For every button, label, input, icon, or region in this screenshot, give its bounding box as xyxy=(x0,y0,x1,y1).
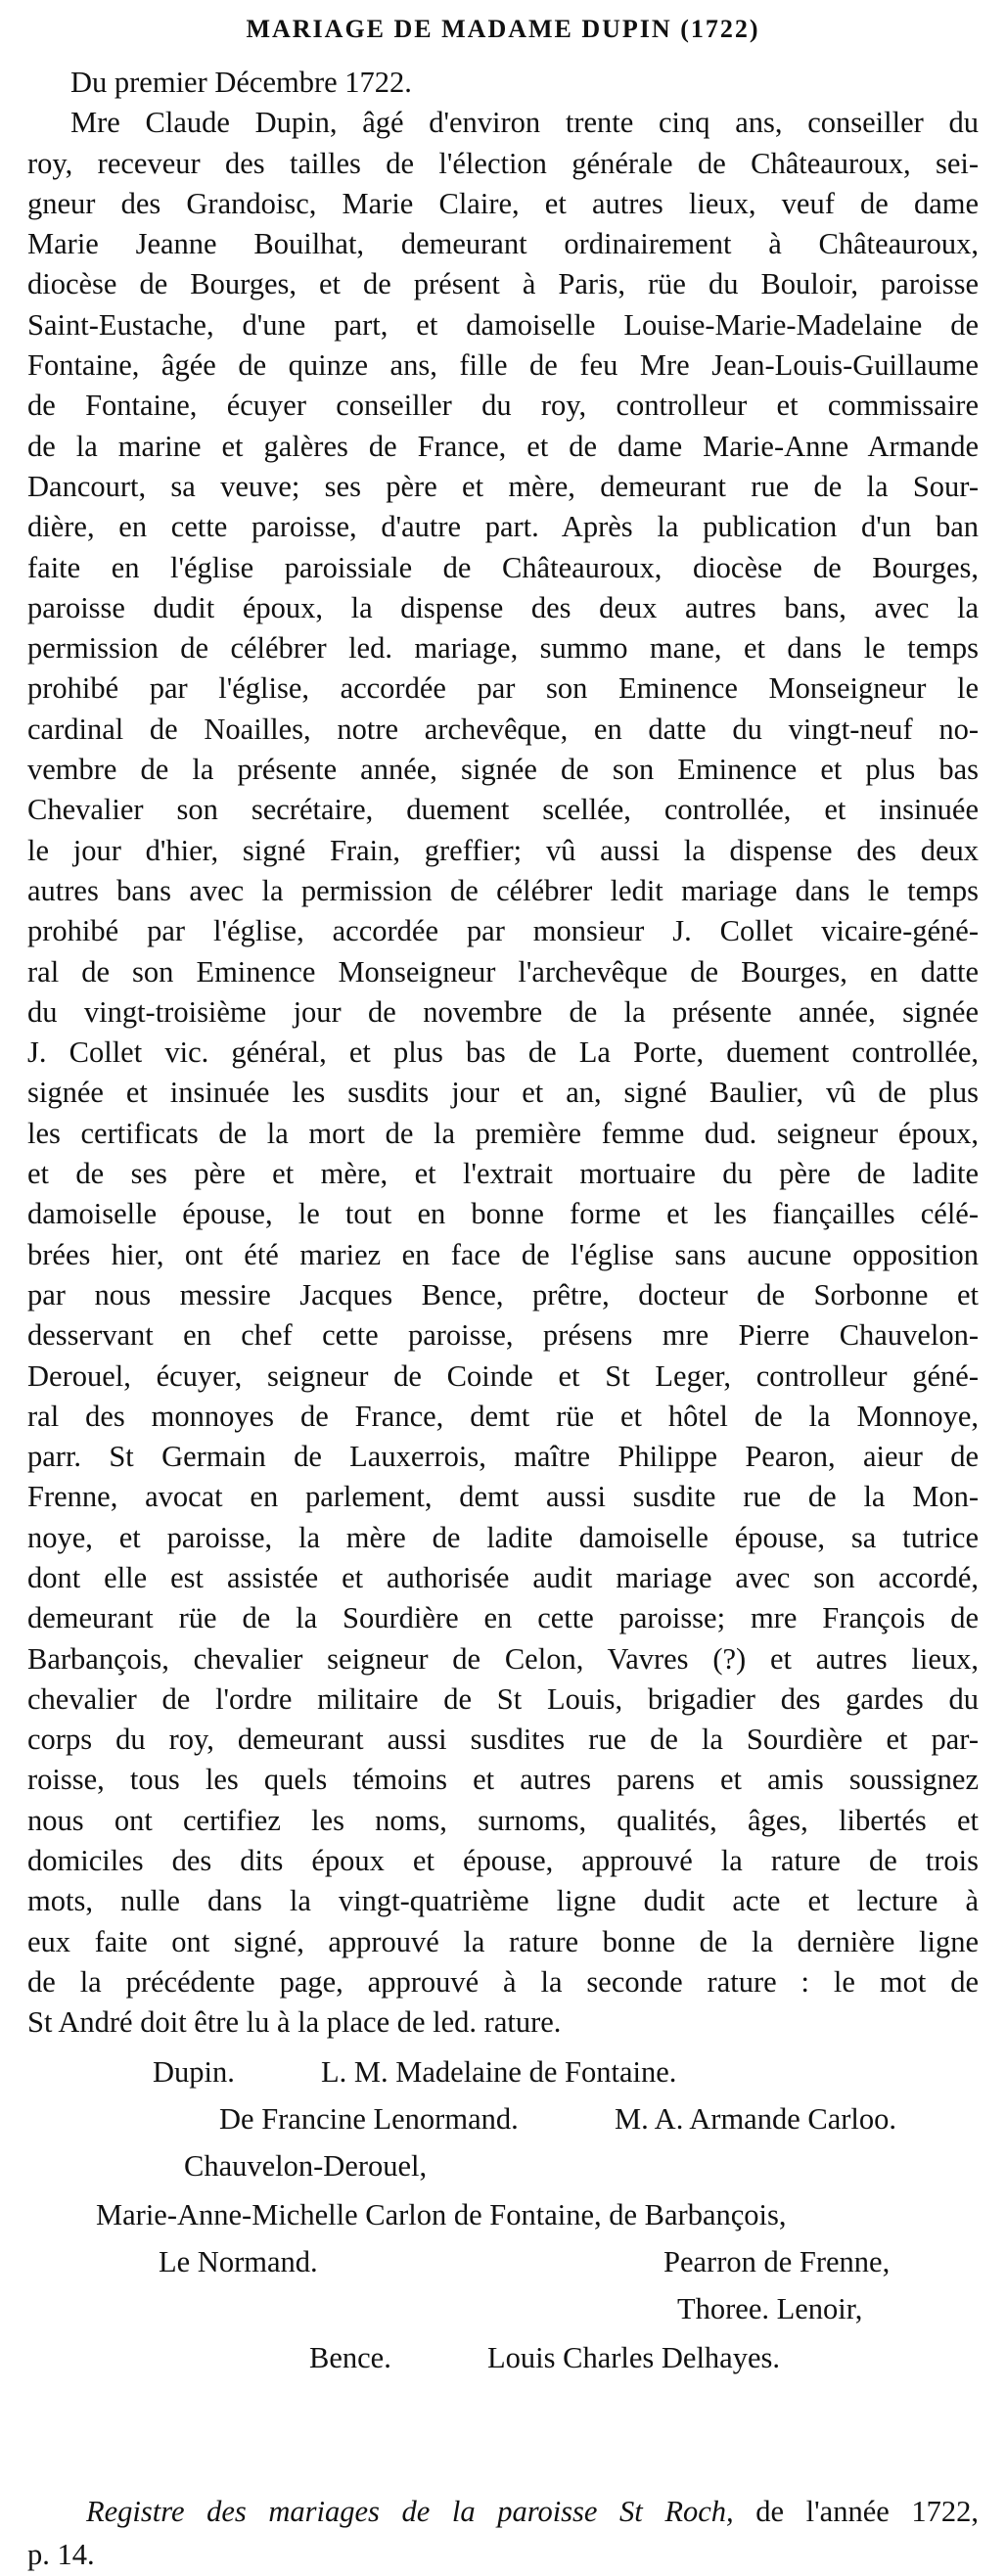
body-line: de la marine et galères de France, et de dame Marie-Anne Armande xyxy=(27,429,979,463)
signature-carlon-de-fontaine: Marie-Anne-Michelle Carlon de Fontaine, de Barbançois, xyxy=(96,2197,787,2231)
body-line: noye, et paroisse, la mère de ladite damoiselle épouse, sa tutrice xyxy=(27,1520,979,1554)
body-line: cardinal de Noailles, notre archevêque, en datte du vingt-neuf no- xyxy=(27,712,979,746)
body-line: brées hier, ont été mariez en face de l'église sans aucune opposition xyxy=(27,1237,979,1271)
body-line: Saint-Eustache, d'une part, et damoiselle Louise-Marie-Madelaine de xyxy=(27,307,979,342)
body-line: ral de son Eminence Monseigneur l'archevêque de Bourges, en datte xyxy=(27,954,979,989)
signature-chauvelon-derouel: Chauvelon-Derouel, xyxy=(184,2148,428,2183)
body-line: le jour d'hier, signé Frain, greffier; vû aussi la dispense des deux xyxy=(27,833,979,867)
footer-source-year: de l'année 1722, xyxy=(733,2494,979,2528)
signature-bence: Bence. xyxy=(309,2340,391,2374)
body-line: prohibé par l'église, accordée par son Eminence Monseigneur le xyxy=(27,671,979,706)
body-line: parr. St Germain de Lauxerrois, maître Philippe Pearon, aieur de xyxy=(27,1440,979,1474)
footer-page-ref: p. 14. xyxy=(27,2537,95,2571)
body-line: et de ses père et mère, et l'extrait mortuaire du père de ladite xyxy=(27,1157,979,1191)
body-line: Chevalier son secrétaire, duement scellée, controllée, et insinuée xyxy=(27,793,979,827)
signature-dupin: Dupin. xyxy=(153,2054,235,2089)
document-footer xyxy=(27,2490,979,2576)
document-body xyxy=(27,63,979,2044)
body-line: vembre de la présente année, signée de son Eminence et plus bas xyxy=(27,753,979,787)
body-line: permission de célébrer led. mariage, summo mane, et dans le temps xyxy=(27,631,979,666)
body-line: eux faite ont signé, approuvé la rature bonne de la dernière ligne xyxy=(27,1924,979,1958)
body-line: dière, en cette paroisse, d'autre part. Après la publication d'un ban xyxy=(27,510,979,544)
body-line: du vingt-troisième jour de novembre de la présente année, signée xyxy=(27,994,979,1029)
footer-source-register: Registre des mariages de la paroisse St Roch, xyxy=(86,2494,734,2528)
body-line: domiciles des dits époux et épouse, approuvé la rature de trois xyxy=(27,1844,979,1878)
body-line: Derouel, écuyer, seigneur de Coinde et St Leger, controlleur géné- xyxy=(27,1358,979,1393)
body-line: demeurant rüe de la Sourdière en cette paroisse; mre François de xyxy=(27,1601,979,1635)
body-line: gneur des Grandoisc, Marie Claire, et autres lieux, veuf de dame xyxy=(27,186,979,220)
signature-le-normand: Le Normand. xyxy=(159,2244,318,2278)
body-line: St André doit être lu à la place de led. rature. xyxy=(27,2005,562,2040)
body-line: roy, receveur des tailles de l'élection générale de Châteauroux, sei- xyxy=(27,146,979,180)
body-line: Marie Jeanne Bouilhat, demeurant ordinairement à Châteauroux, xyxy=(27,227,979,261)
body-line: damoiselle épouse, le tout en bonne forme et les fiançailles célé- xyxy=(27,1197,979,1231)
signature-francine-lenormand: De Francine Lenormand. xyxy=(219,2101,519,2136)
body-line: Du premier Décembre 1722. xyxy=(70,66,412,99)
body-line: J. Collet vic. général, et plus bas de La Porte, duement controllée, xyxy=(27,1035,979,1070)
body-line: Dancourt, sa veuve; ses père et mère, demeurant rue de la Sour- xyxy=(27,469,979,503)
body-line: roisse, tous les quels témoins et autres parens et amis soussignez xyxy=(27,1763,979,1797)
body-line: diocèse de Bourges, et de présent à Paris, rüe du Bouloir, paroisse xyxy=(27,267,979,301)
body-line: signée et insinuée les susdits jour et an, signé Baulier, vû de plus xyxy=(27,1076,979,1110)
body-line: dont elle est assistée et authorisée audit mariage avec son accordé, xyxy=(27,1560,979,1594)
footer-source-line xyxy=(27,2490,979,2533)
body-line: Barbançois, chevalier seigneur de Celon, Vavres (?) et autres lieux, xyxy=(27,1641,979,1676)
signature-block xyxy=(27,2049,979,2480)
body-line: par nous messire Jacques Bence, prêtre, docteur de Sorbonne et xyxy=(27,1277,979,1311)
body-line: Mre Claude Dupin, âgé d'environ trente cinq ans, conseiller du xyxy=(70,106,979,140)
signature-delhayes: Louis Charles Delhayes. xyxy=(487,2340,780,2374)
signature-thoree-lenoir: Thoree. Lenoir, xyxy=(677,2291,863,2325)
body-line: chevalier de l'ordre militaire de St Louis, brigadier des gardes du xyxy=(27,1681,979,1716)
body-line: nous ont certifiez les noms, surnoms, qualités, âges, libertés et xyxy=(27,1803,979,1837)
body-line: Fontaine, âgée de quinze ans, fille de feu Mre Jean-Louis-Guillaume xyxy=(27,348,979,383)
signature-armande-carloo: M. A. Armande Carloo. xyxy=(615,2101,897,2136)
body-line: les certificats de la mort de la première femme dud. seigneur époux, xyxy=(27,1116,979,1150)
body-line: Frenne, avocat en parlement, demt aussi susdite rue de la Mon- xyxy=(27,1480,979,1514)
document-title: MARIAGE DE MADAME DUPIN (1722) xyxy=(246,15,760,43)
body-line: corps du roy, demeurant aussi susdites rue de la Sourdière et par- xyxy=(27,1723,979,1757)
body-line: de Fontaine, écuyer conseiller du roy, controlleur et commissaire xyxy=(27,389,979,423)
signature-fontaine: L. M. Madelaine de Fontaine. xyxy=(321,2054,677,2089)
body-line: de la précédente page, approuvé à la seconde rature : le mot de xyxy=(27,1964,979,1999)
signature-pearron-de-frenne: Pearron de Frenne, xyxy=(663,2244,891,2278)
body-line: autres bans avec la permission de célébrer ledit mariage dans le temps xyxy=(27,873,979,907)
body-line: mots, nulle dans la vingt-quatrième ligne dudit acte et lecture à xyxy=(27,1884,979,1918)
body-line: paroisse dudit époux, la dispense des deux autres bans, avec la xyxy=(27,590,979,624)
body-line: prohibé par l'église, accordée par monsieur J. Collet vicaire-géné- xyxy=(27,914,979,948)
body-line: desservant en chef cette paroisse, présens mre Pierre Chauvelon- xyxy=(27,1318,979,1353)
body-line: ral des monnoyes de France, demt rüe et hôtel de la Monnoye, xyxy=(27,1399,979,1433)
body-line: faite en l'église paroissiale de Châteauroux, diocèse de Bourges, xyxy=(27,550,979,584)
